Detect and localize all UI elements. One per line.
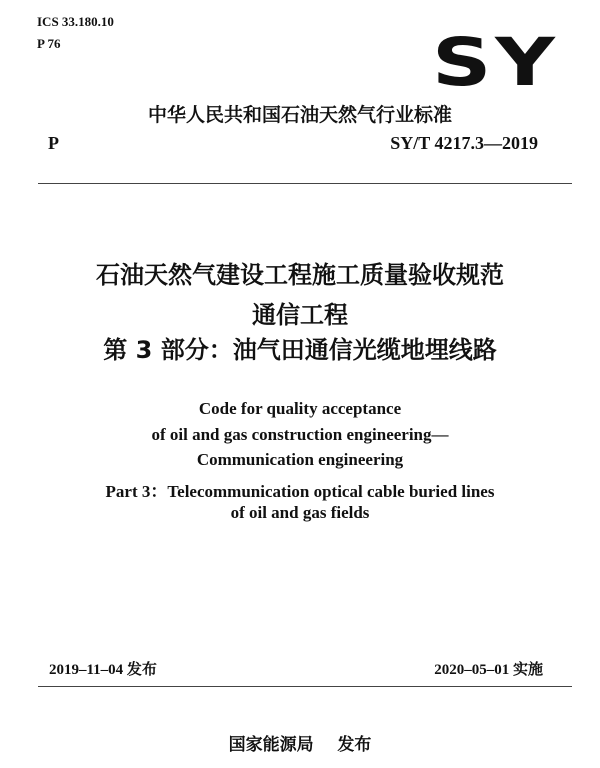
english-title-line-3: Communication engineering — [196, 450, 404, 469]
classification-code: P 76 — [37, 36, 61, 51]
sy-logo: SY — [432, 24, 559, 101]
release-date: 2019–11–04 发布 — [49, 662, 157, 678]
english-title-line-1: Code for quality acceptance — [198, 399, 402, 418]
top-divider — [38, 183, 572, 184]
english-title-line-5: of oil and gas fields — [230, 503, 370, 522]
bottom-divider — [38, 686, 572, 687]
english-title-line-4: Part 3：Telecommunication optical cable buried lines — [105, 482, 495, 501]
chinese-title-line-1: 石油天然气建设工程施工质量验收规范 — [96, 261, 504, 289]
chinese-title-line-3: 第 3 部分：油气田通信光缆地埋线路 — [103, 336, 497, 364]
category-letter: P — [48, 133, 59, 153]
chinese-title-line-2: 通信工程 — [252, 301, 348, 329]
implementation-date: 2020–05–01 实施 — [434, 662, 543, 678]
publisher: 国家能源局 发布 — [228, 735, 372, 755]
ics-code: ICS 33.180.10 — [37, 14, 114, 29]
issuer-title: 中华人民共和国石油天然气行业标准 — [147, 104, 452, 126]
english-title-line-2: of oil and gas construction engineering— — [151, 425, 449, 444]
standard-number: SY/T 4217.3—2019 — [390, 133, 538, 153]
